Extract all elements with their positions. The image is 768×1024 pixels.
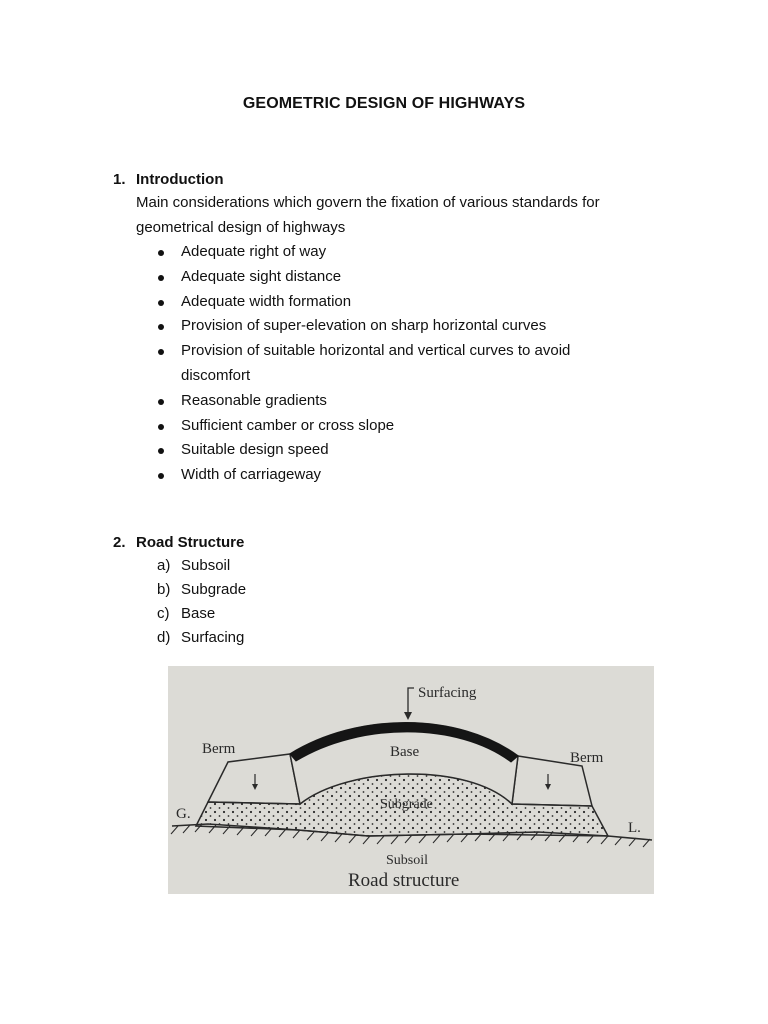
intro-line: geometrical design of highways — [136, 218, 346, 236]
bullet-icon — [158, 275, 164, 281]
list-item — [136, 389, 696, 414]
list-item-text: discomfort — [181, 366, 251, 384]
road-layers-list — [157, 554, 246, 650]
list-item-text: Suitable design speed — [181, 441, 329, 459]
list-item-text: Reasonable gradients — [181, 391, 327, 409]
list-item-text: Provision of suitable horizontal and vertical curves to avoid — [181, 342, 571, 360]
list-marker: b) — [157, 581, 171, 598]
bullet-icon — [158, 399, 164, 405]
list-item — [136, 414, 696, 439]
bullet-icon — [158, 300, 164, 306]
section-heading-road-structure — [113, 534, 244, 551]
list-item-text: Provision of super-elevation on sharp horizontal curves — [181, 317, 547, 335]
pointer-arrowhead-icon — [404, 712, 412, 720]
list-item-text: Surfacing — [181, 629, 245, 646]
list-item-text: Subsoil — [181, 557, 231, 574]
list-item-text: Adequate sight distance — [181, 267, 342, 285]
list-item-text: Adequate width formation — [181, 292, 352, 310]
intro-line: Main considerations which govern the fixation of various standards for — [136, 194, 600, 211]
section-heading-introduction — [113, 171, 223, 188]
intro-paragraph — [136, 191, 676, 240]
label-berm-right: Berm — [570, 750, 604, 766]
bullet-icon — [158, 473, 164, 479]
road-structure-diagram — [168, 666, 654, 894]
figure-caption: Road structure — [348, 870, 460, 891]
arrowhead-icon — [545, 784, 551, 790]
list-marker: d) — [157, 629, 171, 646]
list-item-text: Adequate right of way — [181, 243, 327, 260]
bullet-icon — [158, 349, 164, 355]
bullet-icon — [158, 448, 164, 454]
label-subsoil: Subsoil — [386, 853, 429, 868]
section-number: 2. — [113, 534, 126, 551]
list-marker: c) — [157, 605, 170, 622]
list-marker: a) — [157, 557, 171, 574]
list-item — [157, 602, 246, 626]
label-ground-right: L. — [628, 820, 641, 836]
list-item — [157, 554, 246, 578]
list-item-text: Width of carriageway — [181, 466, 322, 484]
section-number: 1. — [113, 171, 126, 188]
considerations-list — [136, 240, 696, 488]
bullet-icon — [158, 250, 164, 256]
list-item — [157, 626, 246, 650]
berm-left — [208, 754, 300, 804]
list-item-text: Subgrade — [181, 581, 247, 598]
bullet-icon — [158, 424, 164, 430]
list-item — [136, 438, 696, 463]
list-item — [157, 578, 246, 602]
arrowhead-icon — [252, 784, 258, 790]
label-subgrade: Subgrade — [380, 797, 433, 812]
label-base: Base — [390, 744, 420, 760]
label-ground-left: G. — [176, 806, 191, 822]
list-item — [136, 339, 696, 364]
section-title: Introduction — [136, 171, 224, 188]
list-item — [136, 265, 696, 290]
list-item — [136, 314, 696, 339]
list-item — [136, 463, 696, 488]
bullet-icon — [158, 324, 164, 330]
list-item-text: Sufficient camber or cross slope — [181, 416, 395, 434]
list-item — [136, 290, 696, 315]
list-item-text: Base — [181, 605, 216, 622]
label-berm-left: Berm — [202, 741, 236, 757]
section-title: Road Structure — [136, 534, 245, 551]
list-item-continuation — [136, 364, 696, 389]
label-surfacing: Surfacing — [418, 685, 477, 701]
road-structure-figure — [168, 666, 654, 894]
list-item — [136, 240, 696, 265]
document-title: GEOMETRIC DESIGN OF HIGHWAYS — [242, 95, 526, 112]
